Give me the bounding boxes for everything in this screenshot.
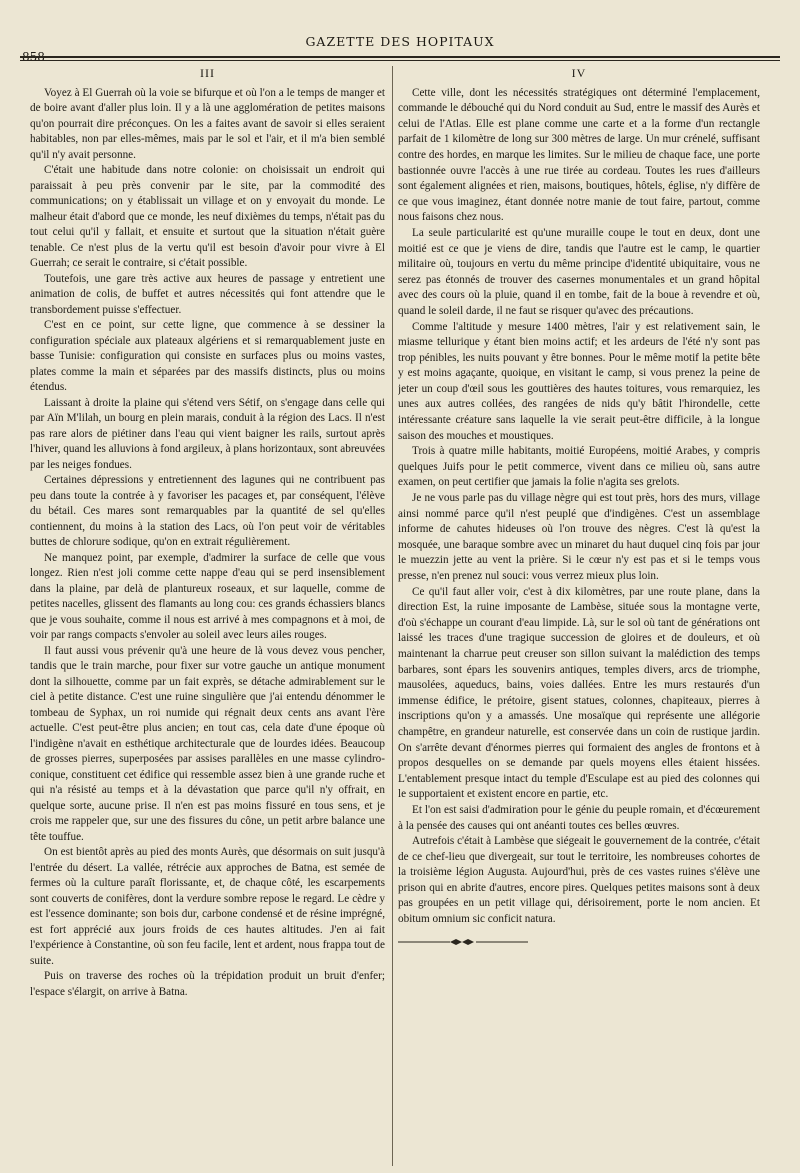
right-column-body	[398, 86, 760, 928]
paragraph: Je ne vous parle pas du village nègre qui est tout près, hors des murs, village ainsi nommé parce qu'il n'est peuplé que d'indigènes. C'est un assemblage informe de cahutes hideuses où l'on trouve des nègres. C'est là qu'est la mosquée, une baraque sombre avec un minaret du haut duquel cinq fois par jour le muezzin jette au vent la prière. Si le cœur n'y est pas et si le temps vous presse, n'en prenez nul souci: vous verrez mieux plus loin.	[398, 492, 760, 582]
paragraph: Il faut aussi vous prévenir qu'à une heure de là vous devez vous pencher, tandis que le train marche, pour fixer sur votre gauche un antique monument dont la silhouette, comme par un fait exprès, se détache admirablement sur le ciel à petite distance. C'est une ruine singulière que j'ai entendu dénommer le tombeau de Syphax, un roi numide qui régnait deux cents ans avant l'ère actuelle. C'est peut-être plus ancien; en tout cas, cela date d'une époque où l'indigène n'avait en esthétique architecturale que de lourdes idées. Beaucoup de grosses pierres, superposées par assises parallèles en une masse cylindro-conique, constituent cet édifice qui ressemble assez bien à une grande ruche et qui n'a résisté au temps et à la dévastation que parce qu'il n'y offrait, en quelque sorte, aucune prise. Il n'en est pas moins fissuré en tous sens, et je crois me rappeler que, sur une des fissures du cône, un petit arbre balance une tête touffue.	[30, 644, 385, 843]
paragraph: Ce qu'il faut aller voir, c'est à dix kilomètres, par une route plane, dans la direction Est, la ruine imposante de Lambèse, située sous la montagne verte, d'où s'échappe un courant d'eau limpide. Là, sur le sol où tant de générations ont laissé les traces d'une tragique succession de gloires et de douleurs, et où maintenant la charrue peut creuser son sillon suivant la malédiction des temps barbares, sont épars les souvenirs antiques, temples divers, arcs de triomphe, mausolées, aqueducs, bains, voies dallées. Entre les murs restaurés d'un immense édifice, le prétoire, gisent statues, colonnes, chapiteaux, pierres à inscriptions qu'on y a amassés. Une mosaïque qui représente une allégorie champêtre, en grandeur naturelle, est conservée dans un coin de rustique jardin. On s'arrête devant d'énormes pierres qui formaient des angles de frontons et à propos desquelles on se demande par quels moyens elles étaient hissées. L'entablement presque intact du temple d'Esculape est au pied des colonnes qui le supportaient et existent encore en partie, etc.	[398, 585, 760, 801]
paragraph: Trois à quatre mille habitants, moitié Européens, moitié Arabes, y compris quelques Juifs pour le petit commerce, vivent dans ce milieu où, sans autre examen, on peut certifier que jamais la folie n'agita ses grelots.	[398, 445, 760, 489]
header-rule-thin	[20, 60, 780, 61]
paragraph: Puis on traverse des roches où la trépidation produit un bruit d'enfer; l'espace s'élargit, on arrive à Batna.	[30, 970, 385, 998]
right-column	[398, 66, 760, 1166]
paragraph: C'était une habitude dans notre colonie: on choisissait un endroit qui paraissait à peu près convenir par le site, par la commodité des communications; on y établissait un village et on y envoyait du monde. Le malheur était d'abord que ce monde, les neuf dixièmes du temps, n'était pas du tout celui qu'il y fallait, et ensuite et surtout que la situation n'était guère tenable. Ce n'est plus de la vertu qu'il est besoin d'avoir pour vivre à El Guerrah; ce serait le contraire, si c'était possible.	[30, 164, 385, 270]
paragraph: Cette ville, dont les nécessités stratégiques ont déterminé l'emplacement, commande le débouché qui du Nord conduit au Sud, entre le massif des Aurès et celui de l'Atlas. Elle est plane comme une carte et a la forme d'un rectangle parfait de 1 kilomètre de long sur 300 mètres de large. Un mur crénelé, suffisant contre des hordes, en marque les limites. Sur le milieu de chaque face, une porte bastionnée ouvre l'accès à une rue tirée au cordeau. Toutes les rues d'ailleurs sont également alignées et rien, maisons, boutiques, hôtels, église, n'y diffère de ce que vous imaginez, étant donnée notre manie de tout faire, partout, comme nous faisons chez nous.	[398, 86, 760, 224]
section-heading-iii: III	[200, 66, 215, 80]
paragraph: Et l'on est saisi d'admiration pour le génie du peuple romain, et d'écœurement à la pensée des causes qui ont anéanti toutes ces belles œuvres.	[398, 803, 760, 832]
paragraph: Voyez à El Guerrah où la voie se bifurque et où l'on a le temps de manger et de boire avant d'aller plus loin. Il y a là une agglomération de petites maisons qu'on pourrait dire préconçues. On les a faites avant de savoir si elles seraient habitables, non par elles-mêmes, mais par le sol et l'air, et il m'a bien semblé qu'il n'y avait personne.	[30, 86, 385, 161]
left-column	[30, 66, 385, 1166]
end-ornament	[398, 936, 528, 948]
paragraph: Laissant à droite la plaine qui s'étend vers Sétif, on s'engage dans celle qui par Aïn M'lilah, un bourg en plein marais, conduit à la région des Lacs. Il n'est pas rare alors de piétiner dans l'eau qui vient baigner les rails, surtout après l'hiver, quand les alluvions à fond argileux, à plans horizontaux, sont abreuvées par les neiges fondues.	[30, 396, 385, 471]
paragraph: Toutefois, une gare très active aux heures de passage y entretient une animation de colis, de buffet et autres nécessités qui font attendre que le transbordement puisse s'effectuer.	[30, 272, 385, 316]
paragraph: C'est en ce point, sur cette ligne, que commence à se dessiner la configuration spéciale aux plateaux algériens et si remarquablement juste en basse Tunisie: configuration qui consiste en surfaces plus ou moins vastes, plates comme la main et séparées par des massifs distincts, plus ou moins étendus.	[30, 319, 385, 394]
masthead-title: GAZETTE DES HOPITAUX	[305, 34, 495, 49]
paragraph: Autrefois c'était à Lambèse que siégeait le gouvernement de la contrée, c'était de ce chef-lieu que divergeait, sur tout le territoire, les nombreuses cohortes de la troisième légion Augusta. Aujourd'hui, près de ces vastes ruines s'élève une prison qui en abrite d'autres, encore pires. Quelques petites maisons sont à deux pas groupées en un petit village qui, dérisoirement, porte le nom ancien. Et obitum omnium sic conficit natura.	[398, 835, 760, 926]
paragraph: On est bientôt après au pied des monts Aurès, que désormais on suit jusqu'à l'entrée du désert. La vallée, rétrécie aux approches de Batna, est semée de fermes où la culture paraît florissante, et, de chaque côté, les escarpements sont couverts de conifères, dont la verdure sombre repose le regard. Le cèdre y est l'essence dominante; son bois dur, carbone condensé et de résine imprégné, est fort apprécié aux jours froids de ces hautes altitudes. J'en ai fait l'expérience à Constantine, où son feu facile, lent et ardent, nous frappa tout de suite.	[30, 846, 385, 967]
left-column-body	[30, 86, 385, 1001]
paragraph: Comme l'altitude y mesure 1400 mètres, l'air y est relativement sain, le miasme tellurique y étant bien moins actif; et les ardeurs de l'été n'y sont pas trop pénibles, les nuits pouvant y être bonnes. Pour le même motif la petite bête y est moins agaçante, quoique, en visitant le camp, si vous prenez la peine de jeter un coup d'œil sous les gouttières des hautes toitures, vous remarquiez, les unes aux autres collées, des rangées de nids qu'y bâtit l'hirondelle, cette intéressante créature sans laquelle la vie serait peut-être difficile, à la longue saison des mouches et moustiques.	[398, 320, 760, 442]
section-heading-iv: IV	[571, 66, 587, 80]
paragraph: Certaines dépressions y entretiennent des lagunes qui ne contribuent pas peu dans toute la contrée à y favoriser les pacages et, par conséquent, l'élève du bétail. Ces mares sont remarquables par la quantité de sel qu'elles contiennent, du moins à la station des Lacs, où l'on peut voir de véritables buttes de chlorure sodique, qu'on en extrait régulièrement.	[30, 474, 385, 549]
header-rule-thick	[20, 56, 780, 58]
paragraph: Ne manquez point, par exemple, d'admirer la surface de celle que vous longez. Rien n'est joli comme cette nappe d'eau qui se perd insensiblement dans la plaine, par delà de plantureux roseaux, et sur laquelle, comme de petites nacelles, glissent des flamants au long cou: ces grands échassiers blancs que je vous souhaite, comme il nous est arrivé à mes compagnons et à moi, de voir par rangs compacts s'envoler au soleil avec leurs ailes rouges.	[30, 551, 385, 642]
paragraph: La seule particularité est qu'une muraille coupe le tout en deux, dont une moitié est ce que je viens de dire, tandis que l'autre est le camp, le quartier militaire où, toujours en vertu du même principe d'identité ubiquitaire, vous ne serez pas étonnés de trouver des casernes monumentales et un grand hôpital avec des cours où la pluie, quand il en tombe, fait de la boue à revendre et où, quand le soleil darde, il ne faut se risquer qu'avec des précautions.	[398, 226, 760, 317]
column-divider	[392, 66, 393, 1166]
